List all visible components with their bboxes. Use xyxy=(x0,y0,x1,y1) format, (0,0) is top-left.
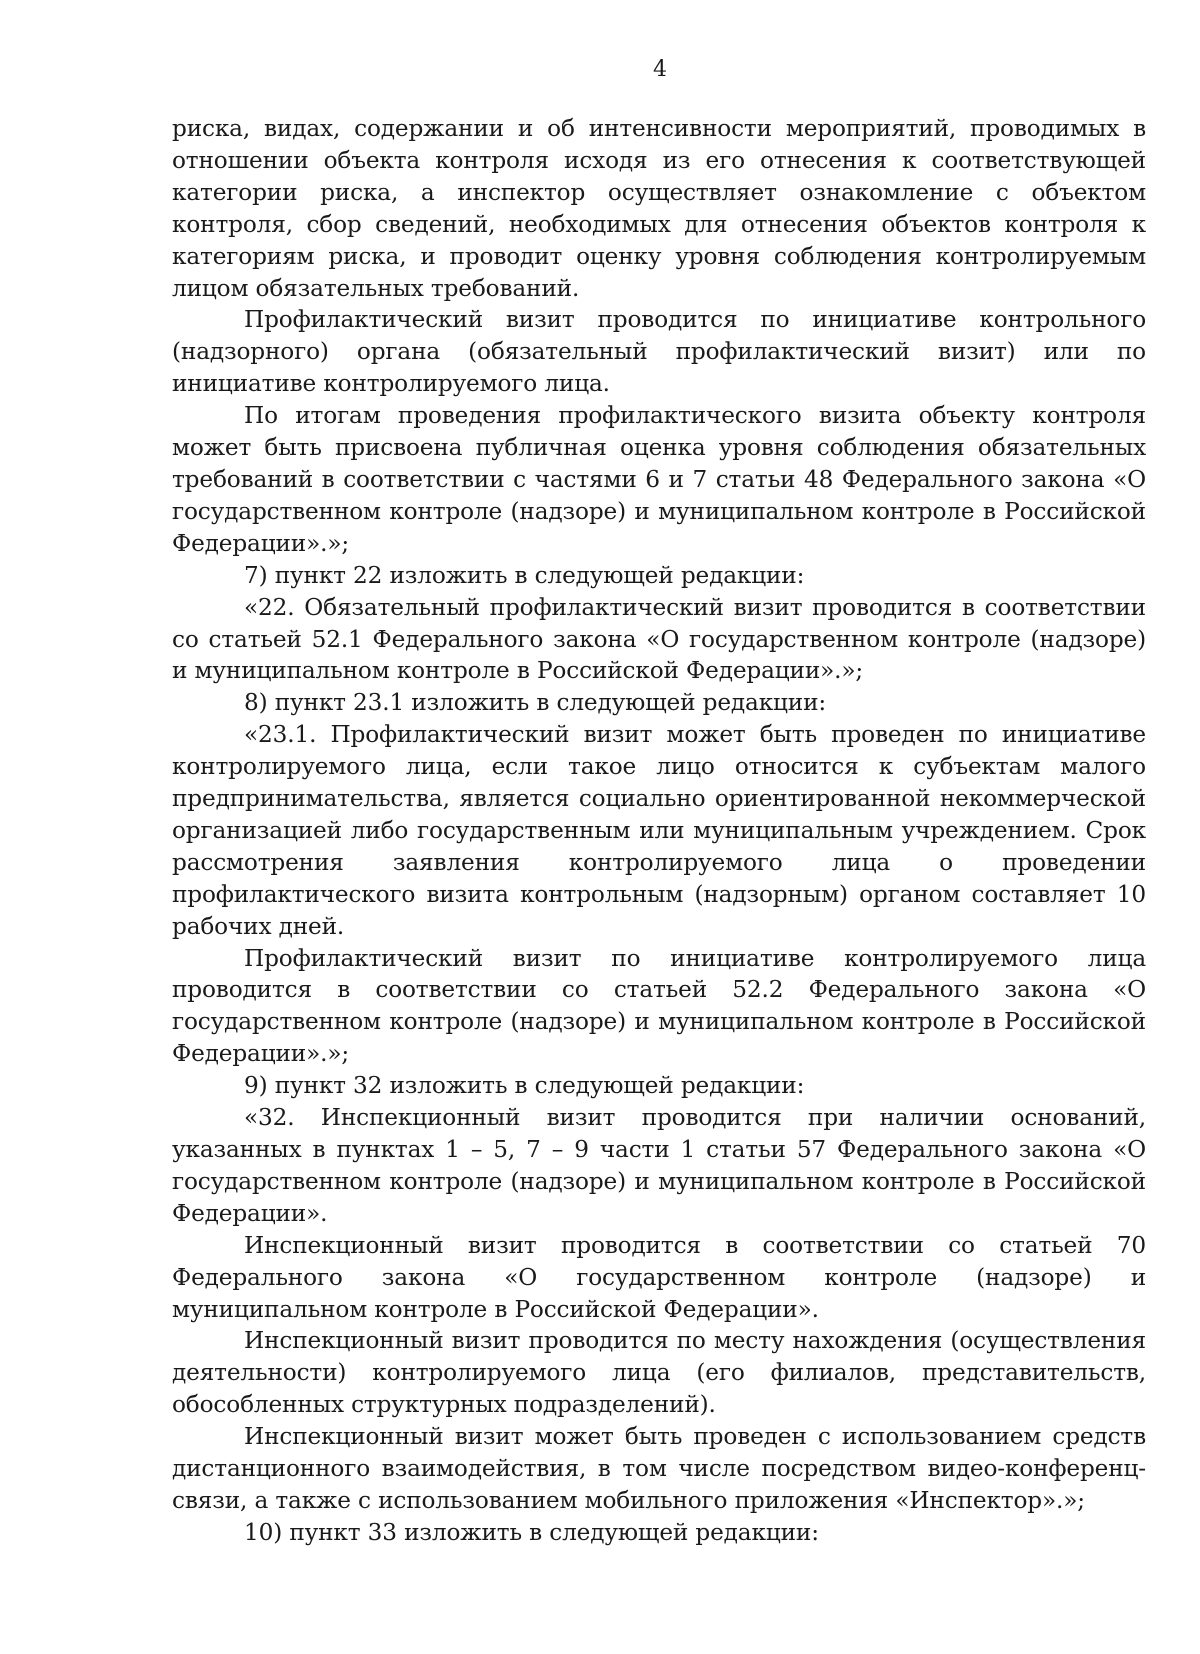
amendment-item: 8) пункт 23.1 изложить в следующей редакции: xyxy=(244,689,827,717)
paragraph: По итогам проведения профилактического визита объекту контроля может быть присвоена публичная оценка уровня соблюдения обязательных требований в соответствии с частями 6 и 7 статьи 48 Федерального закона «О государственном контроле (надзоре) и муниципальном контроле в Российской Федерации».»; xyxy=(172,402,1146,557)
paragraph: Инспекционный визит может быть проведен с использованием средств дистанционного взаимодействия, в том числе посредством видео-конференц-связи, а также с использованием мобильного приложения «Инспектор».»; xyxy=(172,1423,1146,1514)
paragraph: Профилактический визит проводится по инициативе контрольного (надзорного) органа (обязательный профилактический визит) или по инициативе контролируемого лица. xyxy=(172,306,1146,398)
amendment-item: 10) пункт 33 изложить в следующей редакции: xyxy=(244,1518,819,1546)
document-text xyxy=(172,113,1146,1549)
paragraph-continuation: риска, видах, содержании и об интенсивности мероприятий, проводимых в отношении объекта контроля исходя из его отнесения к соответствующей категории риска, а инспектор осуществляет ознакомление с объектом контроля, сбор сведений, необходимых для отнесения объектов контроля к категориям риска, и проводит оценку уровня соблюдения контролируемым лицом обязательных требований. xyxy=(172,115,1146,302)
paragraph: «32. Инспекционный визит проводится при наличии оснований, указанных в пунктах 1 – 5, 7 – 9 части 1 статьи 57 Федерального закона «О государственном контроле (надзоре) и муниципальном контроле в Российской Федерации». xyxy=(172,1104,1146,1227)
paragraph: Инспекционный визит проводится по месту нахождения (осуществления деятельности) контролируемого лица (его филиалов, представительств, обособленных структурных подразделений). xyxy=(172,1327,1146,1419)
paragraph: Инспекционный визит проводится в соответствии со статьей 70 Федерального закона «О государственном контроле (надзоре) и муниципальном контроле в Российской Федерации». xyxy=(172,1231,1146,1323)
paragraph: «22. Обязательный профилактический визит проводится в соответствии со статьей 52.1 Федерального закона «О государственном контроле (надзоре) и муниципальном контроле в Российской Федерации».»; xyxy=(172,593,1146,685)
amendment-item: 9) пункт 32 изложить в следующей редакции: xyxy=(244,1072,805,1100)
page-number: 4 xyxy=(653,57,667,82)
paragraph: Профилактический визит по инициативе контролируемого лица проводится в соответствии со статьей 52.2 Федерального закона «О государственном контроле (надзоре) и муниципальном контроле в Российской Федерации».»; xyxy=(172,944,1146,1068)
amendment-item: 7) пункт 22 изложить в следующей редакции: xyxy=(244,561,805,589)
paragraph: «23.1. Профилактический визит может быть проведен по инициативе контролируемого лица, если такое лицо относится к субъектам малого предпринимательства, является социально ориентированной некоммерческой организацией либо государственным или муниципальным учреждением. Срок рассмотрения заявления контролируемого лица о проведении профилактического визита контрольным (надзорным) органом составляет 10 рабочих дней. xyxy=(172,721,1146,940)
